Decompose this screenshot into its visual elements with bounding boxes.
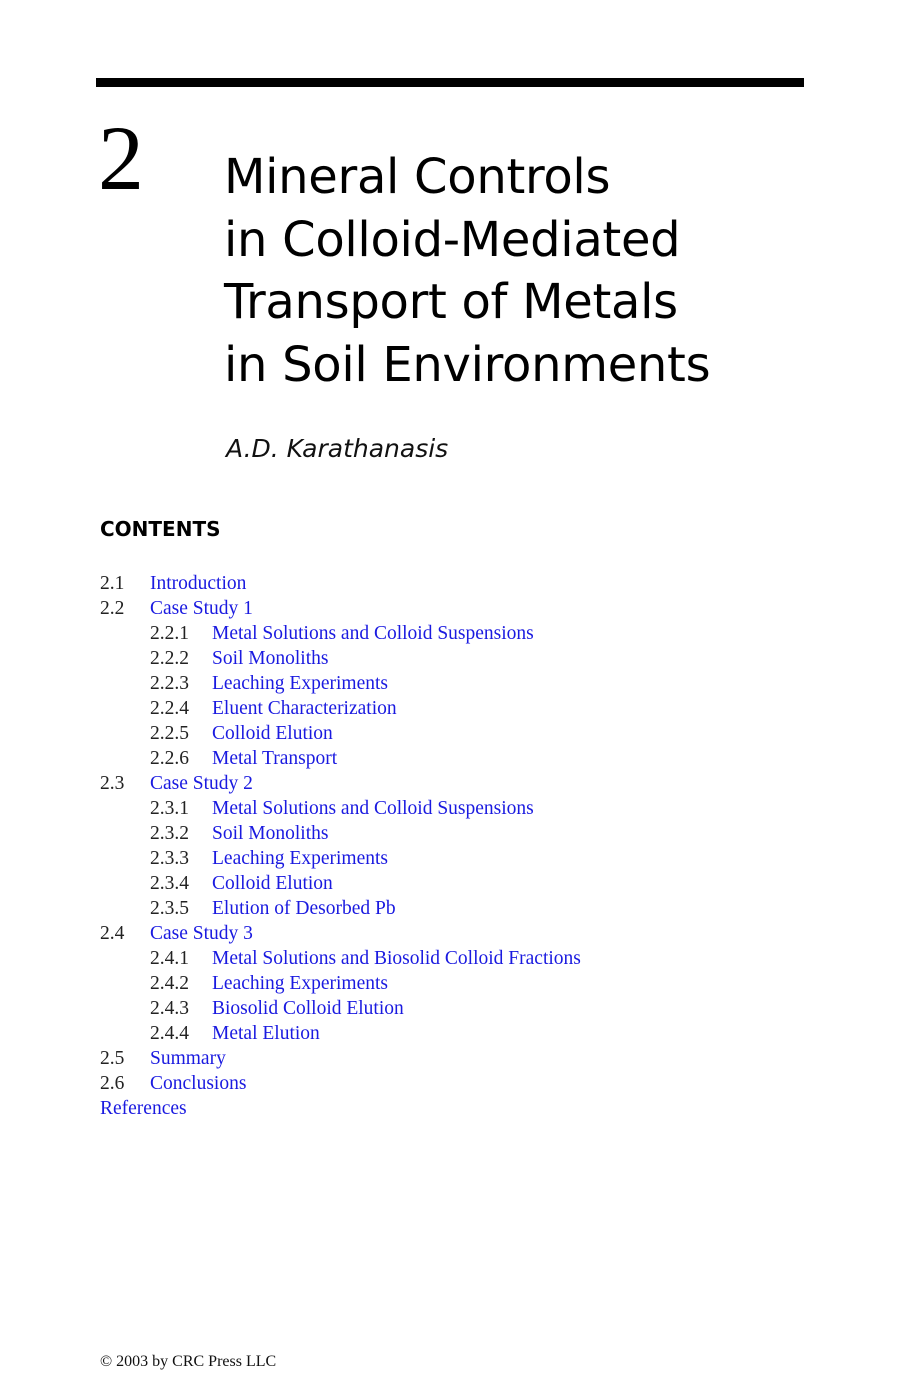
toc-entry-link[interactable]: Case Study 2 [150,773,253,794]
toc-entry-link[interactable]: Soil Monoliths [212,648,329,669]
toc-entry-number: 2.3 [100,773,125,794]
toc-entry-link[interactable]: Introduction [150,573,247,594]
toc-entry-number: 2.4.4 [150,1023,189,1044]
references-link[interactable]: References [100,1098,187,1119]
toc-entry[interactable] [100,871,800,896]
toc-entry[interactable] [100,571,800,596]
toc-entry-link[interactable]: Biosolid Colloid Elution [212,998,404,1019]
toc-entry-number: 2.2.2 [150,648,189,669]
toc-entry-number: 2.1 [100,573,125,594]
toc-entry-link[interactable]: Leaching Experiments [212,673,388,694]
copyright-notice: © 2003 by CRC Press LLC [100,1353,277,1370]
toc-entry-link[interactable]: Metal Solutions and Biosolid Colloid Fractions [212,948,581,969]
toc-entry[interactable] [100,1046,800,1071]
toc-entry[interactable] [100,996,800,1021]
toc-entry-link[interactable]: Colloid Elution [212,873,333,894]
toc-entry-link[interactable]: Eluent Characterization [212,698,397,719]
toc-entry-link[interactable]: Summary [150,1048,226,1069]
toc-entry[interactable] [100,746,800,771]
toc-entry-link[interactable]: Colloid Elution [212,723,333,744]
chapter-number: 2 [98,107,144,209]
toc-entry-link[interactable]: Conclusions [150,1073,247,1094]
toc-entry-link[interactable]: Leaching Experiments [212,973,388,994]
toc-entry-link[interactable]: Metal Solutions and Colloid Suspensions [212,623,534,644]
toc-entry-number: 2.6 [100,1073,125,1094]
chapter-title-line: in Soil Environments [224,336,711,393]
contents-heading: CONTENTS [100,517,221,541]
toc-entry[interactable] [100,721,800,746]
toc-entry-link[interactable]: Leaching Experiments [212,848,388,869]
toc-entry-link[interactable]: Case Study 3 [150,923,253,944]
chapter-title-line: in Colloid-Mediated [224,211,681,268]
toc-entry[interactable] [100,821,800,846]
toc-entry-link[interactable]: Metal Solutions and Colloid Suspensions [212,798,534,819]
toc-entry[interactable] [100,846,800,871]
top-rule [96,78,804,87]
toc-entry-number: 2.5 [100,1048,125,1069]
toc-entry-link[interactable]: Soil Monoliths [212,823,329,844]
chapter-title-line: Mineral Controls [224,149,611,205]
toc-entry-number: 2.3.4 [150,873,189,894]
toc-entry-number: 2.4.3 [150,998,189,1019]
toc-entry-link[interactable]: Metal Transport [212,748,338,769]
toc-entry-number: 2.3.1 [150,798,189,819]
toc-entry-link[interactable]: Metal Elution [212,1023,320,1044]
chapter-author: A.D. Karathanasis [226,434,449,463]
toc-entry[interactable] [100,771,800,796]
toc-entry[interactable] [100,971,800,996]
toc-entry-number: 2.4.1 [150,948,189,969]
toc-entry-number: 2.4.2 [150,973,189,994]
toc-entry[interactable] [100,646,800,671]
toc-entry[interactable] [100,896,800,921]
toc-entry[interactable] [100,921,800,946]
toc-entry[interactable] [100,1021,800,1046]
chapter-title-line: Transport of Metals [224,274,678,330]
toc-entry-number: 2.2.5 [150,723,189,744]
toc-entry[interactable] [100,621,800,646]
toc-entry-number: 2.2.4 [150,698,189,719]
toc-entry[interactable] [100,1071,800,1096]
toc-entry[interactable] [100,696,800,721]
toc-entry-number: 2.2.3 [150,673,189,694]
table-of-contents [100,571,800,1121]
toc-entry[interactable] [100,671,800,696]
toc-entry-number: 2.2 [100,598,125,619]
toc-entry-number: 2.3.5 [150,898,189,919]
toc-entry-number: 2.2.6 [150,748,189,769]
toc-entry-number: 2.4 [100,923,125,944]
toc-entry[interactable] [100,1096,800,1121]
toc-entry[interactable] [100,796,800,821]
toc-entry-link[interactable]: Case Study 1 [150,598,253,619]
toc-entry-number: 2.3.3 [150,848,189,869]
toc-entry-number: 2.2.1 [150,623,189,644]
toc-entry-link[interactable]: Elution of Desorbed Pb [212,898,396,919]
toc-entry[interactable] [100,946,800,971]
toc-entry-number: 2.3.2 [150,823,189,844]
chapter-title [224,146,784,396]
toc-entry[interactable] [100,596,800,621]
